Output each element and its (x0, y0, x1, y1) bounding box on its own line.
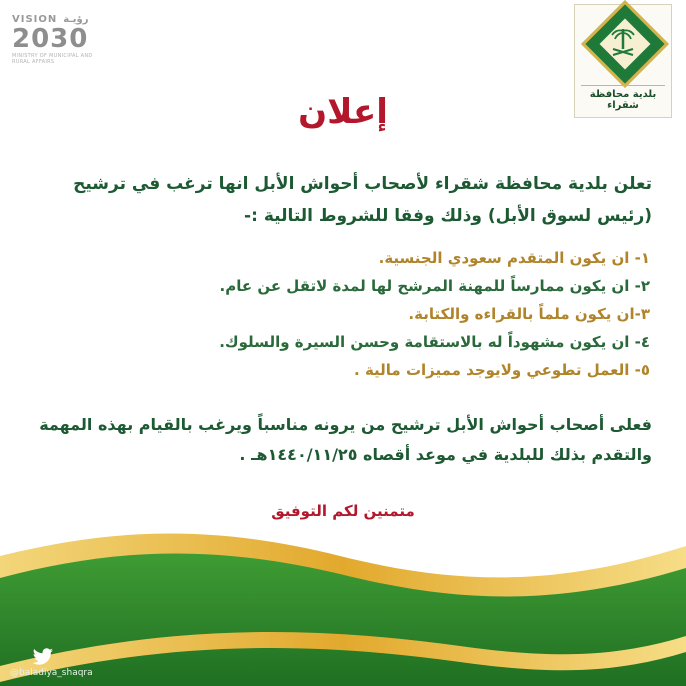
announcement-title: إعلان (298, 92, 388, 132)
green-gold-wave-band (0, 516, 686, 686)
palm-swords-emblem-icon (608, 25, 638, 61)
vision-label: VISION (12, 14, 58, 25)
condition-item-1: ١- ان يكون المتقدم سعودي الجنسية. (378, 249, 650, 267)
closing-wish: متمنين لكم التوفيق (271, 502, 415, 520)
condition-item-3: ٣-ان يكون ملماً بالقراءه والكتابة. (408, 305, 650, 323)
vision-year: 2030 (12, 24, 89, 54)
twitter-footer (10, 648, 93, 678)
conditions-list (32, 244, 652, 384)
condition-item-2: ٢- ان يكون ممارساً للمهنة المرشح لها لمدة لاتقل عن عام. (219, 277, 650, 295)
announcement-closing: فعلى أصحاب أحواش الأبل ترشيح من يرونه مناسباً ويرغب بالقيام بهذه المهمة والتقدم بذلك للبلدية في موعد أقصاه ١٤٤٠/١١/٢٥هـ . (39, 415, 652, 464)
vision-ministry: MINISTRY OF MUNICIPAL AND RURAL AFFAIRS (12, 53, 93, 65)
announcement-intro: تعلن بلدية محافظة شقراء لأصحاب أحواش الأبل انها ترغب في ترشيح (رئيس لسوق الأبل) وذلك وفقا للشروط التالية :- (73, 174, 652, 226)
twitter-icon[interactable] (32, 648, 54, 666)
vision-arabic: رؤيـة (63, 14, 89, 25)
twitter-handle[interactable]: @baladiya_shaqra (10, 668, 93, 678)
condition-item-4: ٤- ان يكون مشهوداً له بالاستقامة وحسن السيرة والسلوك. (219, 333, 650, 351)
vision-2030-logo (12, 14, 112, 64)
condition-item-5: ٥- العمل تطوعي ولايوجد مميزات مالية . (354, 361, 650, 379)
logo-caption: بلدية محافظة شقراء (581, 85, 665, 111)
